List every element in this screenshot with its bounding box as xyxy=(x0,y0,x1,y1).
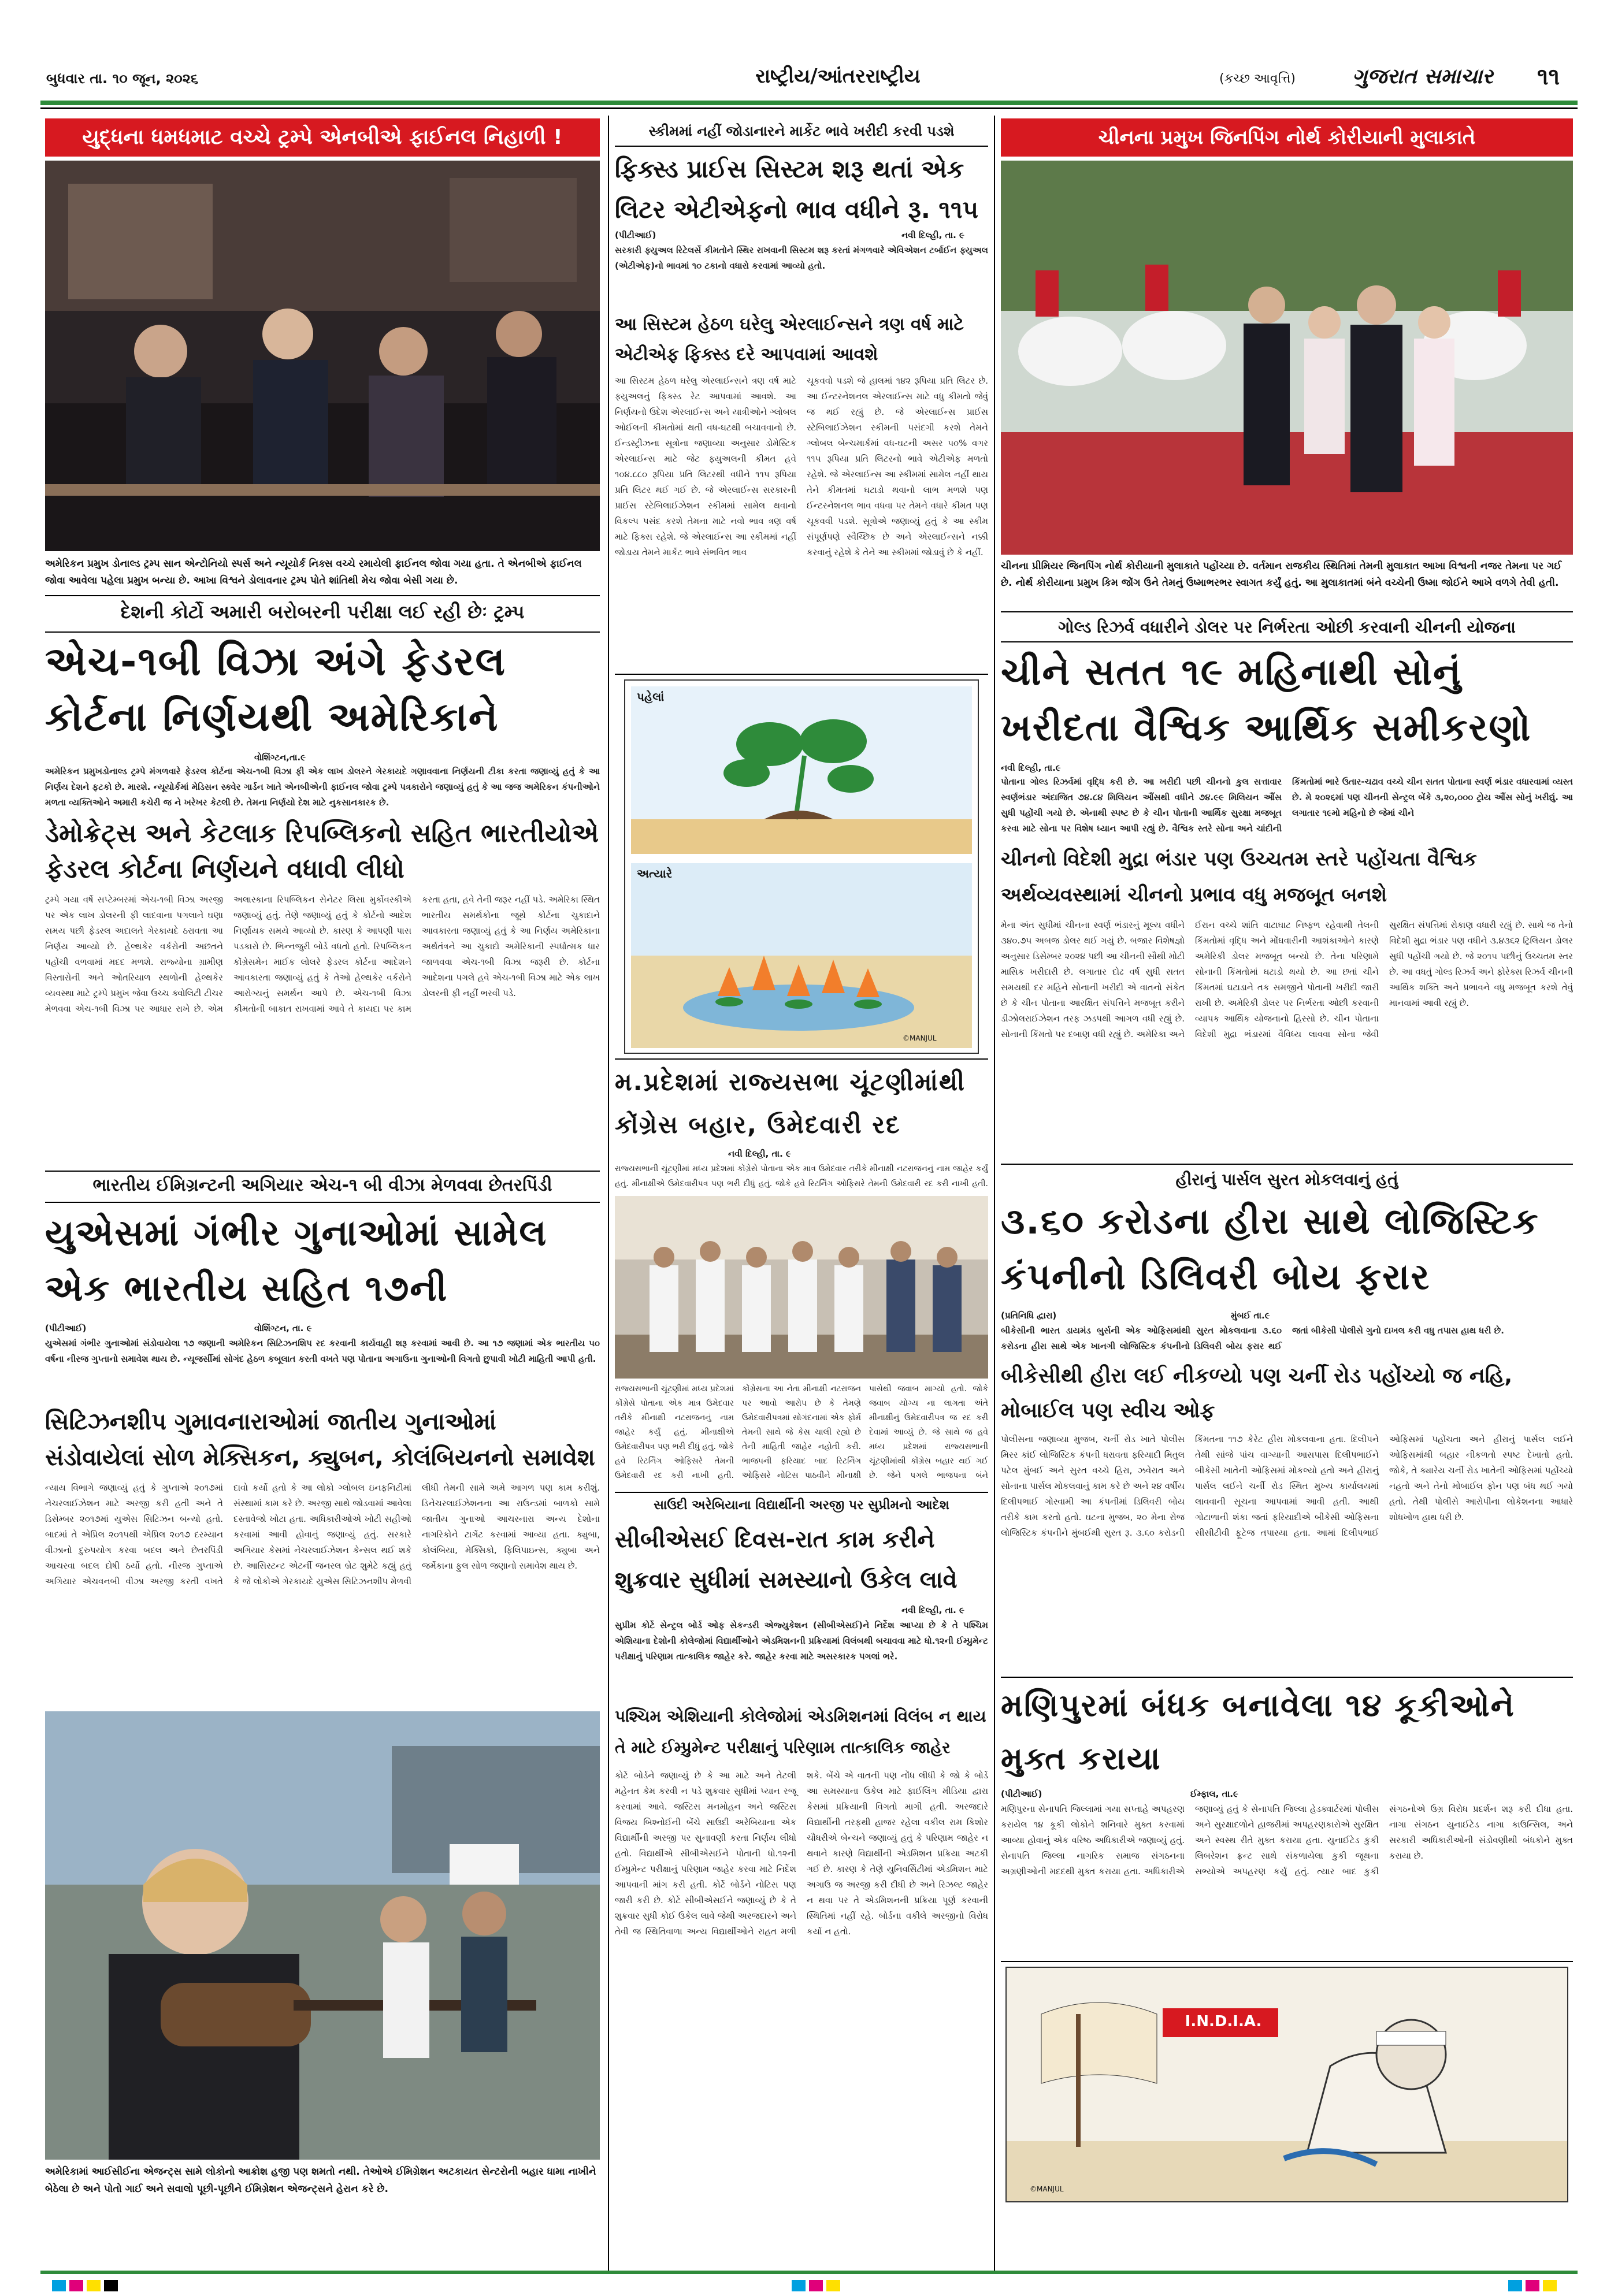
diamond-kicker: હીરાનું પાર્સલ સુરત મોકલવાનું હતું xyxy=(1175,1170,1398,1189)
atf-body-right: ચૂકવવો પડશે જે હાલમાં ૧૪૨ રૂપિયા પ્રતિ લિટર છે. આ ઈન્ટરનેશનલ એરલાઈન્સ માટે વધુ કીમતો જેવું જ થઈ રહ્યું છે. જે એરલાઈન્સ પ્રાઈસ સ્ટેબિલાઈઝેશન સ્કીમની પસંદગી કરશે તેમને ગ્લોબલ બેન્ચમાર્કમાં વધ-ઘટની અસર ૫૦% વગર ૧૧૫ રૂપિયા પ્રતિ લિટરનો ભાવે એટીએફ મળતો રહેશે. જે એરલાઈન્સ આ સ્કીમમાં સામેલ નહીં થાય તેને કીમતમાં ઘટાડો થવાનો લાભ મળશે પણ ઈન્ટરનેશનલ ભાવ વધવા પર તેમને વધારે કીમત પણ ચૂકવવી પડશે. સૂત્રોએ જણાવ્યું હતું કે આ સ્કીમ સંપૂર્ણપણે સ્વૈચ્છિક છે અને એરલાઈન્સને નક્કી કરવાનું રહેશે કે તેને આ સ્કીમમાં જોડાવું છે કે નહીં. xyxy=(807,376,988,558)
cartoon-after-label: અત્યારે xyxy=(637,867,673,880)
cartoon-india-sign: I.N.D.I.A. xyxy=(1185,2013,1262,2030)
naturalisation-dateline: વોશિંગ્ટન, તા. ૯ xyxy=(254,1323,312,1333)
ice-protest-photo xyxy=(45,1711,600,2160)
cbse-kicker: સાઉદી અરેબિયાના વિદ્યાર્થીની અરજી પર સુપ્રીમનો આદેશ xyxy=(654,1498,949,1513)
h1b-body: ટ્રમ્પે ગયા વર્ષે સપ્ટેમ્બરમાં એચ-૧બી વિઝા અરજી પર એક લાખ ડોલરની ફી લાદવાના પગલાને ઘણા સમય પછી ફેડરલ અદાલતે ગેરકાયદે ઠરાવતા આ નિર્ણય આવ્યો છે. હેલ્થકેર વર્કરોની અછતને પહોંચી વળવામાં મદદ મળશે. રાજ્યોના ગ્રામીણ વિસ્તારોની અને ઓતરિયાળ સ્થળોની હેલ્થકેર વ્યવસ્થા માટે ટ્રમ્પે પ્રમુખ જેવા ઉચ્ચ ક્વોલિટી ટીચર મેળવવા એચ-૧બી વિઝા પર આધાર રાખે છે. એમ અલાસ્કાના રિપબ્લિકન સેનેટર લિસા મુર્કોવસ્કીએ જણાવ્યું હતું. તેણે જણાવ્યું હતું કે કોર્ટનો આદેશ નિર્ણાયક સમયે આવ્યો છે. કારણ કે આપણી પાસ પડકારો છે. ભિન્નજુરી બોર્ડે વધતો હતો. રિપબ્લિકન કોંગ્રેસમેન માઈક લોલરે ફેડરલ કોર્ટના આદેશને આવકારતા જણાવ્યું હતું કે તેઓ હેલ્થકેર વર્કરોને આરોગ્યનું સમર્થન આપે છે. એચ-૧બી વિઝા કીમતોની બાકાત રાખવામાં આવે તે કાયદા પર કામ કરતા હતા, હવે તેની જરૂર નહીં પડે. અમેરિકા સ્થિત ભારતીય સમર્થકોના જૂથે કોર્ટના ચુકાદાને આવકારતા જણાવ્યું હતું કે આ નિર્ણય અમેરિકાના અર્થતંત્રને આ ચુકાદો અમેરિકાની સ્પર્ધાત્મક ધાર જાળવવા એચ-૧બી વિઝા જરૂરી છે. કોર્ટના આદેશના પગલે હવે એચ-૧બી વિઝા માટે એક લાખ ડોલરની ફી નહીં ભરવી પડે. xyxy=(45,894,600,1014)
diamond-source: (પ્રતિનિધિ દ્વારા) xyxy=(1001,1310,1057,1321)
page-header xyxy=(40,62,1578,103)
cartoon-lotus xyxy=(624,679,979,1054)
naturalisation-body: ન્યાય વિભાગે જણાવ્યું હતું કે ગુપ્તાએ ૨૦૧૭માં નેચરલાઈઝેશન માટે અરજી કરી હતી અને તે ડિસેમ્બર ૨૦૧૭માં યુએસ સિટિઝન બન્યો હતો. બાદમાં તે એપ્રિલ ૨૦૧૫થી એપ્રિલ ૨૦૧૭ દરમ્યાન વીઝાનો દુરુપયોગ કરવા બદલ અને છેતરપિંડી આચરવા બદલ દોષી ઠર્યો હતો. નીરજ ગુપ્તાએ અગિયાર એચવનબી વીઝા અરજી કરતી વખતે દાવો કર્યો હતો કે આ લોકો ગ્લોબલ ઇનફનિટીમાં સંસ્થામાં કામ કરે છે. અરજી સાથે જોડવામાં આવેલા દસ્તાવેજો ખોટા હતા. અધિકારીઓએ ખોટી સહીઓ કરવામાં આવી હોવાનું જણાવ્યું હતું. સરકારે અગિયાર કેસમાં નેચરલાઈઝેશન કેન્સલ થઈ શકે છે. આસિસ્ટન્ટ એટર્ની જનરલ બ્રેટ શુમેટે કહ્યું હતું કે જે લોકોએ ગેરકાયદે યુએસ સિટિઝનશીપ મેળવી લીધી તેમની સામે અમે આગળ પણ કામ કરીશું. ડિનેચરલાઈઝેશનના આ રાઉન્ડમાં બાળકો સામે જાતીય ગુનાઓ આચરનારા અન્ય દેશોના નાગરિકોને ટાર્ગેટ કરવામાં આવ્યા હતા. ક્યુબા, કોલંબિયા, મેક્સિકો, ફિલિપાઇન્સ, ક્યુબા અને જર્મેકાના ફુલ સોળ જણાનો સમાવેશ થાય છે. xyxy=(45,1483,600,1587)
gold-headline: ચીને સતત ૧૯ મહિનાથી સોનું ખરીદતા વૈશ્વિક આર્થિક સમીકરણો xyxy=(1001,651,1532,749)
atf-source: (પીટીઆઈ) xyxy=(615,230,656,240)
trump-nba-photo xyxy=(45,161,600,551)
cartoon-panel-before xyxy=(631,686,972,854)
china-kim-caption: ચીનના પ્રીમિયર જિનપિંગ નોર્થ કોરીયાની મુલાકાતે પહોંચ્યા છે. વર્તમાન રાજકીય સ્થિતિમાં તેમની મુલાકાત આખા વિશ્વની નજર તેમના પર ગઈ છે. નોર્થ કોરીયાના પ્રમુખ કિમ જોંગ ઉને તેમનું ઉષ્માભરભર સ્વાગત કર્યું હતું. આ મુલાકાતમાં બંને વચ્ચેની ઉષ્મા જોઈને આખે વળગે તેવી હતી. xyxy=(1001,560,1562,589)
naturalisation-headline: યુએસમાં ગંભીર ગુનાઓમાં સામેલ એક ભારતીય સહિત ૧૭ની xyxy=(45,1212,548,1309)
manipur-body: મણિપુરના સેનાપતિ જિલ્લામાં ગયા સપ્તાહે અપહરણ કરાયેલ ૧૪ કૂકી લોકોને શનિવારે મુક્ત કરવામાં આવ્યા હોવાનું એક વરિષ્ઠ અધિકારીએ જણાવ્યું હતું. સેનાપતિ જિલ્લા નાગરિક સમાજ સંગઠનના અગ્રણીઓની મદદથી મુક્ત કરાયા હતા. અધિકારીએ જણાવ્યું હતું કે સેનાપતિ જિલ્લા હેડક્વાર્ટરમાં પોલીસ અને સુરક્ષાદળોને હાજરીમાં અપહરણકારોએ સુરક્ષિત અને સ્વસ્થ રીતે મુક્ત કરાયા હતા. યુનાઈટેડ કુકી લિબરેશન ફ્રન્ટ સાથે સંકળાયેલા કુકી જૂથના સભ્યોએ અપહરણ કર્યું હતું. ત્યાર બાદ કુકી સંગઠનોએ ઉગ્ર વિરોધ પ્રદર્શન શરૂ કરી દીધા હતા. નાગા સંગઠન યુનાઈટેડ નાગા કાઉન્સિલ, અને સરકારી અધિકારીઓની સંડોવણીથી બંધકોને મુક્ત કરાયા છે. xyxy=(1001,1804,1573,1877)
diamond-intro: બીકેસીની ભારત ડાયમંડ બુર્સની એક ઓફિસમાંથી સુરત મોકલવાના ૩.૬૦ કરોડના હીરા સાથે એક ખાનગી લોજિસ્ટિક કંપનીનો ડિલિવરી બોય ફરાર થઈ જતાં બીકેસી પોલીસે ગુનો દાખલ કરી વધુ તપાસ હાથ ધરી છે. xyxy=(1001,1325,1504,1351)
h1b-headline: એચ-૧બી વિઝા અંગે ફેડરલ કોર્ટના નિર્ણયથી અમેરિકાને xyxy=(45,639,506,740)
diamond-subhead: બીકેસીથી હીરા લઈ નીકળ્યો પણ ચર્ની રોડ પહોંચ્યો જ નહિ, મોબાઈલ પણ સ્વીચ ઓફ xyxy=(1001,1364,1513,1422)
diamond-dateline: મુંબઈ તા.૯ xyxy=(1231,1310,1270,1321)
atf-intro: સરકારી ફ્યુઅલ રિટેલર્સે કીમતોને સ્થિર રાખવાની સિસ્ટમ શરૂ કરતાં મંગળવારે એવિએશન ટર્બાઈન ફ્યુઅલ (એટીએફ)નો ભાવમાં ૧૦ ટકાનો વધારો કરવામાં આવ્યો હતો. xyxy=(615,245,988,271)
ice-protest-caption: અમેરિકામાં આઈસીઈના એજન્ટ્સ સામે લોકોનો આક્રોશ હજી પણ શમતો નથી. તેઓએ ઈમિગ્રેશન અટકાયત સેન્ટરોની બહાર ધામા નાખીને બેઠેલા છે અને પોતો ગાઈ અને સવાલો પૂછી-પૂછીને ઈમિગ્રેશન એજન્ટ્સને હેરાન કરે છે. xyxy=(45,2166,596,2195)
h1b-subhead: ડેમોક્રેટ્સ અને કેટલાક રિપબ્લિકનો સહિત ભારતીયોએ ફેડરલ કોર્ટના નિર્ણયને વધાવી લીધો xyxy=(45,819,599,884)
gold-subhead: ચીનનો વિદેશી મુદ્રા ભંડાર પણ ઉચ્ચતમ સ્તરે પહોંચતા વૈશ્વિક અર્થવ્યવસ્થામાં ચીનનો પ્રભાવ વધુ મજબૂત બનશે xyxy=(1001,848,1477,906)
cartoon-panel-after xyxy=(631,863,972,1048)
cartoon-two-signature: ©MANJUL xyxy=(1030,2185,1064,2193)
h1b-dateline: વોશિંગ્ટન,તા.૯ xyxy=(254,752,306,763)
manipur-headline: મણિપુરમાં બંધક બનાવેલા ૧૪ કૂકીઓને મુક્ત કરાયા xyxy=(1001,1687,1515,1777)
cbse-body: કોર્ટે બોર્ડને જણાવ્યું છે કે આ માટે અને તેટલી મહેનત કેમ કરવી ન પડે શુક્રવાર સુધીમાં પ્યાન રજૂ કરવામાં આવે. જસ્ટિસ મનમોહન અને જસ્ટિસ વિજય બિશ્નોઈની બેંચે સાઉદી અરેબિયાના એક વિદ્યાર્થીની અરજી પર સુનાવણી કરતા નિર્ણય લીધો હતો. વિદ્યાર્થીએ સીબીએસઈને પોતાની ધો.૧૨ની ઈમ્પ્રુમેન્ટ પરીક્ષાનું પરિણામ જાહેર કરવા માટે નિર્દેશ આપવાની માંગ કરી હતી. કોર્ટે બોર્ડને નોટિસ પણ જારી કરી છે. કોર્ટે સીબીએસઈને જણાવ્યું છે કે તે શુક્રવાર સુધી કોઈ ઉકેલ લાવે જેથી અરજદારને અને તેવી જ સ્થિતિવાળા અન્ય વિદ્યાર્થીઓને રાહત મળી શકે. બેંચે એ વાતની પણ નોંધ લીધી કે જો કે બોર્ડે આ સમસ્યાના ઉકેલ માટે ફાઈલિંગ મીડિયા દ્વારા કેસમાં પ્રક્રિયાની વિગતો માગી હતી. અરજદારે વિદ્યાર્થીની તરફથી હાજર રહેલા વકીલ રામ કિશોર ચૌધરીએ બેન્ચને જણાવ્યું હતું કે પરિણામ જાહેર ન થવાને કારણે વિદ્યાર્થીની એડમિશન પ્રક્રિયા અટકી ગઈ છે. કારણ કે તેણે યુનિવર્સિટીમાં એડમિશન માટે અગાઉ જ અરજી કરી દીધી છે અને રિઝલ્ટ જાહેર ન થવા પર તે એડમિશનની પ્રક્રિયા પૂર્ણ કરવાની સ્થિતિમાં નહીં રહે. બોર્ડના વકીલે અરજીનો વિરોધ કર્યો ન હતો. xyxy=(615,1770,988,1937)
cartoon-before-label: પહેલાં xyxy=(637,690,665,704)
gold-intro: પોતાના ગોલ્ડ રિઝર્વમાં વૃદ્ધિ કરી છે. આ ખરીદી પછી ચીનનો કુલ સત્તાવાર સ્વર્ણભંડાર અંદાજિત ૭૪.૮૪ મિલિયન ઔંસથી વધીને ૭૪.૯૯ મિલિયન ઔંસ સુધી પહોંચી ગયો છે. એનાથી સ્પષ્ટ છે કે ચીન પોતાની આર્થિક સુરક્ષા મજબૂત કરવા માટે સોના પર વિશેષ ધ્યાન આપી રહ્યું છે. વૈશ્વિક સ્તરે સોના અને ચાંદીની કિંમતોમાં ભારે ઉતાર-ચઢાવ વચ્ચે ચીન સતત પોતાના સ્વર્ણ ભંડાર વધારવામાં વ્યસ્ત છે. મે ૨૦૨૬માં પણ ચીનની સેન્ટ્રલ બેંકે ૩,૨૦,૦૦૦ ટ્રોય ઔંસ સોનું ખરીદ્યું. આ લગાતાર ૧૯મો મહિનો છે જેમાં ચીને xyxy=(1001,777,1573,834)
atf-subhead: આ સિસ્ટમ હેઠળ ઘરેલુ એરલાઈન્સને ત્રણ વર્ષ માટે એટીએફ ફિક્સ્ડ દરે આપવામાં આવશે xyxy=(615,314,964,365)
naturalisation-kicker: ભારતીય ઈમિગ્રન્ટની અગિયાર એચ-૧ બી વીઝા મેળવવા છેતરપિંડી xyxy=(92,1175,552,1195)
naturalisation-source: (પીટીઆઈ) xyxy=(45,1323,87,1333)
gold-body: મેના અંત સુધીમાં ચીનના સ્વર્ણ ભંડારનું મૂલ્ય વધીને ૩૪૦.૭૫ અબજ ડોલર થઈ ગયું છે. બજાર વિશેષજ્ઞો અનુસાર ડિસેમ્બર ૨૦૨૪ પછી આ ચીનની સૌથી મોટી માસિક ખરીદારી છે. લગાતાર દોઢ વર્ષ સુધી સતત સમયથી દર મહિને સોનાની ખરીદી એ વાતનો સંકેત છે કે ચીન પોતાના આરક્ષિત સંપત્તિને મજબૂત કરીને ડીઝોલરાઈઝેશન તરફ ઝડપથી આગળ વધી રહ્યું છે. સોનાની કિંમતો પર દબાણ વધી રહ્યું છે. અમેરિકા અને ઈરાન વચ્ચે શાંતિ વાટાઘાટ નિષ્ફળ રહેવાથી તેલની કિંમતોમાં વૃદ્ધિ અને મોંઘવારીની આશંકાઓને કારણે અમેરિકી ડોલર મજબૂત બન્યો છે. તેના પરિણામે સોનાની કિંમતોમાં ઘટાડો થયો છે. આ છતાં ચીને કિંમતમાં ઘટાડાને તક સમજીને પોતાની ખરીદી જારી રાખી છે. અમેરિકી ડોલર પર નિર્ભરતા ઓછી કરવાની વ્યાપક આર્થિક યોજનાનો હિસ્સો છે. ચીન પોતાના વિદેશી મુદ્રા ભંડારમાં વૈવિધ્ય લાવવા સોના જેવી સુરક્ષિત સંપત્તિમાં રોકાણ વધારી રહ્યું છે. સાથે જ તેનો વિદેશી મુદ્રા ભંડાર પણ વધીને ૩.૪૩૬૨ ટ્રિલિયન ડોલર સુધી પહોંચી ગયો છે. જે ૨૦૧૫ પછીનું ઉચ્ચતમ સ્તર છે. આ વધતું ગોલ્ડ રિઝર્વ અને ફોરેક્સ રિઝર્વ ચીનની આર્થિક શક્તિ અને પ્રભાવને વધુ મજબૂત કરશે તેવું માનવામાં આવી રહ્યું છે. xyxy=(1001,920,1573,1039)
gold-dateline: નવી દિલ્હી, તા.૯ xyxy=(1001,763,1061,773)
h1b-kicker: દેશની કોર્ટો અમારી બરોબરની પરીક્ષા લઈ રહી છેઃ ટ્રમ્પ xyxy=(120,601,525,623)
china-kim-banner: ચીનના પ્રમુખ જિનપિંગ નોર્થ કોરીયાની મુલાકાતે xyxy=(1001,118,1573,157)
h1b-intro: અમેરિકન પ્રમુખડોનાલ્ડ ટ્રમ્પે મંગળવારે ફેડરલ કોર્ટના એચ-૧બી વિઝા ફી એક લાખ ડોલરને ગેરકાયદે ગણાવવાના નિર્ણયની ટીકા કરતા જણાવ્યું હતું કે આ નિર્ણય દેશને ફટકો છે. મારશે. ન્યૂયોર્કમાં મેડિસન સ્ક્વેર ગાર્ડન ખાતે એનબીએની ફાઈનલ જોવા ટ્રમ્પે પત્રકારોને જણાવ્યું હતું કે આ જજ અમેરિકન કંપનીઓને મળતા વ્યક્તિઓને અમારી કચેરી જ ને ખરેખર કેટલી છે. તેમના નિર્ણયો દેશ માટે નુકસાનકારક છે. xyxy=(45,766,600,808)
cbse-subhead: પશ્ચિમ એશિયાની કોલેજોમાં એડમિશનમાં વિલંબ ન થાય તે માટે ઈમ્પ્રુમેન્ટ પરીક્ષાનું પરિણામ તાત્કાલિક જાહેર xyxy=(615,1707,986,1757)
naturalisation-intro: યુએસમાં ગંભીર ગુનાઓમાં સંડોવાયેલા ૧૭ જણાની અમેરિકન સિટિઝનશિપ રદ કરવાની કાર્યવાહી શરૂ કરવામાં આવી છે. આ ૧૭ જણામાં એક ભારતીય ૫૦ વર્ષના નીરજ ગુપ્તાનો સમાવેશ થાય છે. ન્યૂજર્સીમાં સોગંદ હેઠળ કબૂલાત કરતી વખતે પણ પોતાના અગાઉના ગુનાઓની વિગતો છુપાવી ખોટી માહિતી આપી હતી. xyxy=(45,1338,600,1364)
mp-rajyasabha-body-more: રાજ્યસભાની ચૂંટણીમાં મધ્ય પ્રદેશમાં કોંગ્રેસે પોતાના એક માત્ર ઉમેદવાર તરીકે મીનાક્ષી નટરાજનનું નામ જાહેર કર્યું હતું. મીનાક્ષીએ ઉમેદવારીપત્ર પણ ભરી દીધું હતું. જોકે હવે રિટર્નિંગ ઓફિસરે તેમની ઉમેદવારી રદ કરી નાખી હતી. કોંગ્રેસના આ નેતા મીનાક્ષી નટરાજન પર આવો આરોપ છે કે તેમણે ઉમેદવારીપત્રમાં સોગંદનામાં એક ફોર્મ તેમની સાથે જે કેસ ચાલી રહ્યો છે તેની માહિતી જાહેર નહોતી કરી. ભાજપની ફરિયાદ બાદ રિટર્નિંગ ઓફિસરે નોટિસ પાઠવીને મીનાક્ષી પાસેથી જવાબ માગ્યો હતો. જોકે જવાબ યોગ્ય ના લાગતા અંતે મીનાક્ષીનું ઉમેદવારીપત્ર જ રદ કરી દેવામાં આવ્યું છે. જે સાથે જ હવે મધ્ય પ્રદેશમાં રાજ્યસભાની ચૂંટણીમાંથી કોંગ્રેસ બહાર થઈ ગઈ છે. જેને પગલે ભાજપના બંને xyxy=(615,1384,988,1480)
trump-nba-caption: અમેરિકન પ્રમુખ ડોનાલ્ડ ટ્રમ્પ સાન એન્ટોનિયો સ્પર્સ અને ન્યૂયોર્ક નિક્સ વચ્ચે રમાયેલી ફાઈનલ જોવા ગયા હતા. તે એનબીએ ફાઈનલ જોવા આવેલા પહેલા પ્રમુખ બન્યા છે. આખા વિશ્વને ડોલાવનાર ટ્રમ્પ પોતે શાંતિથી મેચ જોવા બેસી ગયા છે. xyxy=(45,558,582,586)
atf-headline: ફિક્સ્ડ પ્રાઈસ સિસ્ટમ શરૂ થતાં એક લિટર એટીએફનો ભાવ વધીને રૂ. ૧૧૫ xyxy=(615,155,979,224)
header-rule-black xyxy=(40,107,1578,109)
footer-rule-green xyxy=(40,2271,1578,2274)
atf-body-left: આ સિસ્ટમ હેઠળ ઘરેલુ એરલાઈન્સને ત્રણ વર્ષ માટે ફ્યુઅલનું ફિક્સ્ડ રેટ આપવામાં આવશે. આ નિર્ણયનો ઉદેશ એરલાઈન્સ અને યાત્રીઓને ગ્લોબલ ઓઈલની કીમતોમાં થતી વધ-ઘટથી બચાવવાનો છે. ઈન્ડસ્ટ્રીઝના સૂત્રોના જણાવ્યા અનુસાર ડોમેસ્ટિક એરલાઈન્સ માટે જેટ ફ્યુઅલની કીમત હવે ૧૦૪.૮૮૦ રૂપિયા પ્રતિ લિટરથી વધીને ૧૧૫ રૂપિયા પ્રતિ લિટર થઈ ગઈ છે. જે એરલાઈન્સ સરકારની પ્રાઈસ સ્ટેબિલાઈઝેશન સ્કીમમાં સામેલ થવાનો વિકલ્પ પસંદ કરશે તેમના માટે નવો ભાવ ત્રણ વર્ષ માટે ફિક્સ રહેશે. જે એરલાઈન્સ આ સ્કીમમાં નહીં જોડાય તેમને માર્કેટ ભાવે સંભવિત ભાવ xyxy=(615,376,796,558)
cartoon-one-signature: ©MANJUL xyxy=(903,1034,937,1042)
diamond-body: પોલીસના જણાવ્યા મુજબ, ચર્ની રોડ ખાતે પોલીસ મિરર કાંઈ લોજિસ્ટિક કંપની ધરાવતા ફરિયાદી મિતુલ પટેલ મુંબઈ અને સુરત વચ્ચે હિરા, ઝવેરાત અને સોનાના પાર્સલ મોકલવાનું કામ કરે છે અને ૨૪ વર્ષીય દિલીપભાઈ ગોસ્વામી આ કંપનીમાં ડિલિવરી બોય તરીકે કામ કરતો હતો. ઘટના મુજબ, ૨૦ મેના રોજ લોજિસ્ટિક કંપનીને મુંબઈથી સુરત રૂ. ૩.૬૦ કરોડની કિંમતના ૧૧૭ કેરેટ હીરા મોકલવાના હતા. દિલીપને તેથી સાંજે પાંચ વાગ્યાની આસપાસ દિલીપભાઈને બીકેસી ખાતેની ઓફિસમાં મોકલ્યો હતો અને હીરાનું પાર્સલ લઈને ચર્ની રોડ સ્થિત મુખ્ય કાર્યાલયમાં લાવવાની સૂચના આપવામાં આવી હતી. આથી ગોટાળાની શંકા જતાં ફરિયાદીએ બીકેસી ઓફિસના સીસીટીવી ફૂટેજ તપાસ્યા હતા. આમાં દિલીપભાઈ ઓફિસમાં પહોંચતા અને હીરાનું પાર્સલ લઈને ઓફિસમાંથી બહાર નીકળતો સ્પષ્ટ દેખાતો હતો. જોકે, તે ક્યારેય ચર્ની રોડ ખાતેની ઓફિસમાં પહોંચ્યો નહતો અને તેનો મોબાઈલ ફોન પણ બંધ થઈ ગયો હતો. તેથી પોલીસે આરોપીના લોકેશનના આધારે શોધખોળ હાથ ધરી છે. xyxy=(1001,1434,1573,1538)
mp-rajyasabha-dateline: નવી દિલ્હી, તા. ૯ xyxy=(728,1149,791,1159)
mp-congress-photo xyxy=(615,1196,988,1379)
cbse-dateline: નવી દિલ્હી, તા. ૯ xyxy=(901,1605,964,1615)
china-kim-photo xyxy=(1001,161,1573,555)
gold-kicker: ગોલ્ડ રિઝર્વ વધારીને ડોલર પર નિર્ભરતા ઓછી કરવાની ચીનની યોજના xyxy=(1058,618,1516,637)
header-edition: (કચ્છ આવૃત્તિ) xyxy=(1219,72,1296,86)
masthead-logo: ગુજરાત સમાચાર xyxy=(1352,65,1493,88)
manipur-dateline: ઈમ્ફાલ, તા.૯ xyxy=(1190,1789,1238,1799)
cbse-intro: સુપ્રીમ કોર્ટે સેન્ટ્રલ બોર્ડ ઓફ સેકન્ડરી એજ્યુકેશન (સીબીએસઈ)ને નિર્દેશ આપ્યા છે કે તે પશ્ચિમ એશિયાના દેશોની કોલેજોમાં વિદ્યાર્થીઓને એડમિશનની પ્રક્રિયામાં વિલંબથી બચાવવા માટે ધો.૧૨ની ઈમ્પ્રુમેન્ટ પરીક્ષાનું પરિણામ તાત્કાલિક જાહેર કરે. જાહેર કરવા માટે અસરકારક પગલાં ભરે. xyxy=(615,1620,988,1662)
header-rule-green xyxy=(40,101,1578,105)
manipur-source: (પીટીઆઈ) xyxy=(1001,1789,1042,1799)
diamond-headline: ૩.૬૦ કરોડના હીરા સાથે લોજિસ્ટિક કંપનીનો ડિલિવરી બોય ફરાર xyxy=(1001,1200,1539,1298)
header-date: બુધવાર તા. ૧૦ જૂન, ૨૦૨૬ xyxy=(46,70,199,87)
page-number: ૧૧ xyxy=(1537,64,1560,90)
cartoon-india xyxy=(1005,1967,1568,2202)
header-section: રાષ્ટ્રીય/આંતરરાષ્ટ્રીય xyxy=(755,65,921,88)
atf-kicker: સ્કીમમાં નહીં જોડાનારને માર્કેટ ભાવે ખરીદી કરવી પડશે xyxy=(648,123,955,139)
naturalisation-subhead: સિટિઝનશીપ ગુમાવનારાઓમાં જાતીય ગુનાઓમાં સંડોવાયેલાં સોળ મેક્સિકન, ક્યુબન, કોલંબિયનનો સમાવેશ xyxy=(45,1409,595,1471)
trump-nba-banner: યુદ્ધના ધમધમાટ વચ્ચે ટ્રમ્પે એનબીએ ફાઈનલ નિહાળી ! xyxy=(45,118,600,157)
mp-rajyasabha-body: રાજ્યસભાની ચૂંટણીમાં મધ્ય પ્રદેશમાં કોંગ્રેસે પોતાના એક માત્ર ઉમેદવાર તરીકે મીનાક્ષી નટરાજનનું નામ જાહેર કર્યું હતું. મીનાક્ષીએ ઉમેદવારીપત્ર પણ ભરી દીધું હતું. જોકે હવે રિટર્નિંગ ઓફિસરે તેમની ઉમેદવારી રદ કરી નાખી હતી. xyxy=(615,1164,988,1188)
mp-rajyasabha-headline: મ.પ્રદેશમાં રાજ્યસભા ચૂંટણીમાંથી કોંગ્રેસ બહાર, ઉમેદવારી રદ xyxy=(615,1068,966,1139)
atf-dateline: નવી દિલ્હી, તા. ૯ xyxy=(901,230,964,240)
cbse-headline: સીબીએસઈ દિવસ-રાત કામ કરીને શુક્રવાર સુધીમાં સમસ્યાનો ઉકેલ લાવે xyxy=(615,1526,958,1593)
